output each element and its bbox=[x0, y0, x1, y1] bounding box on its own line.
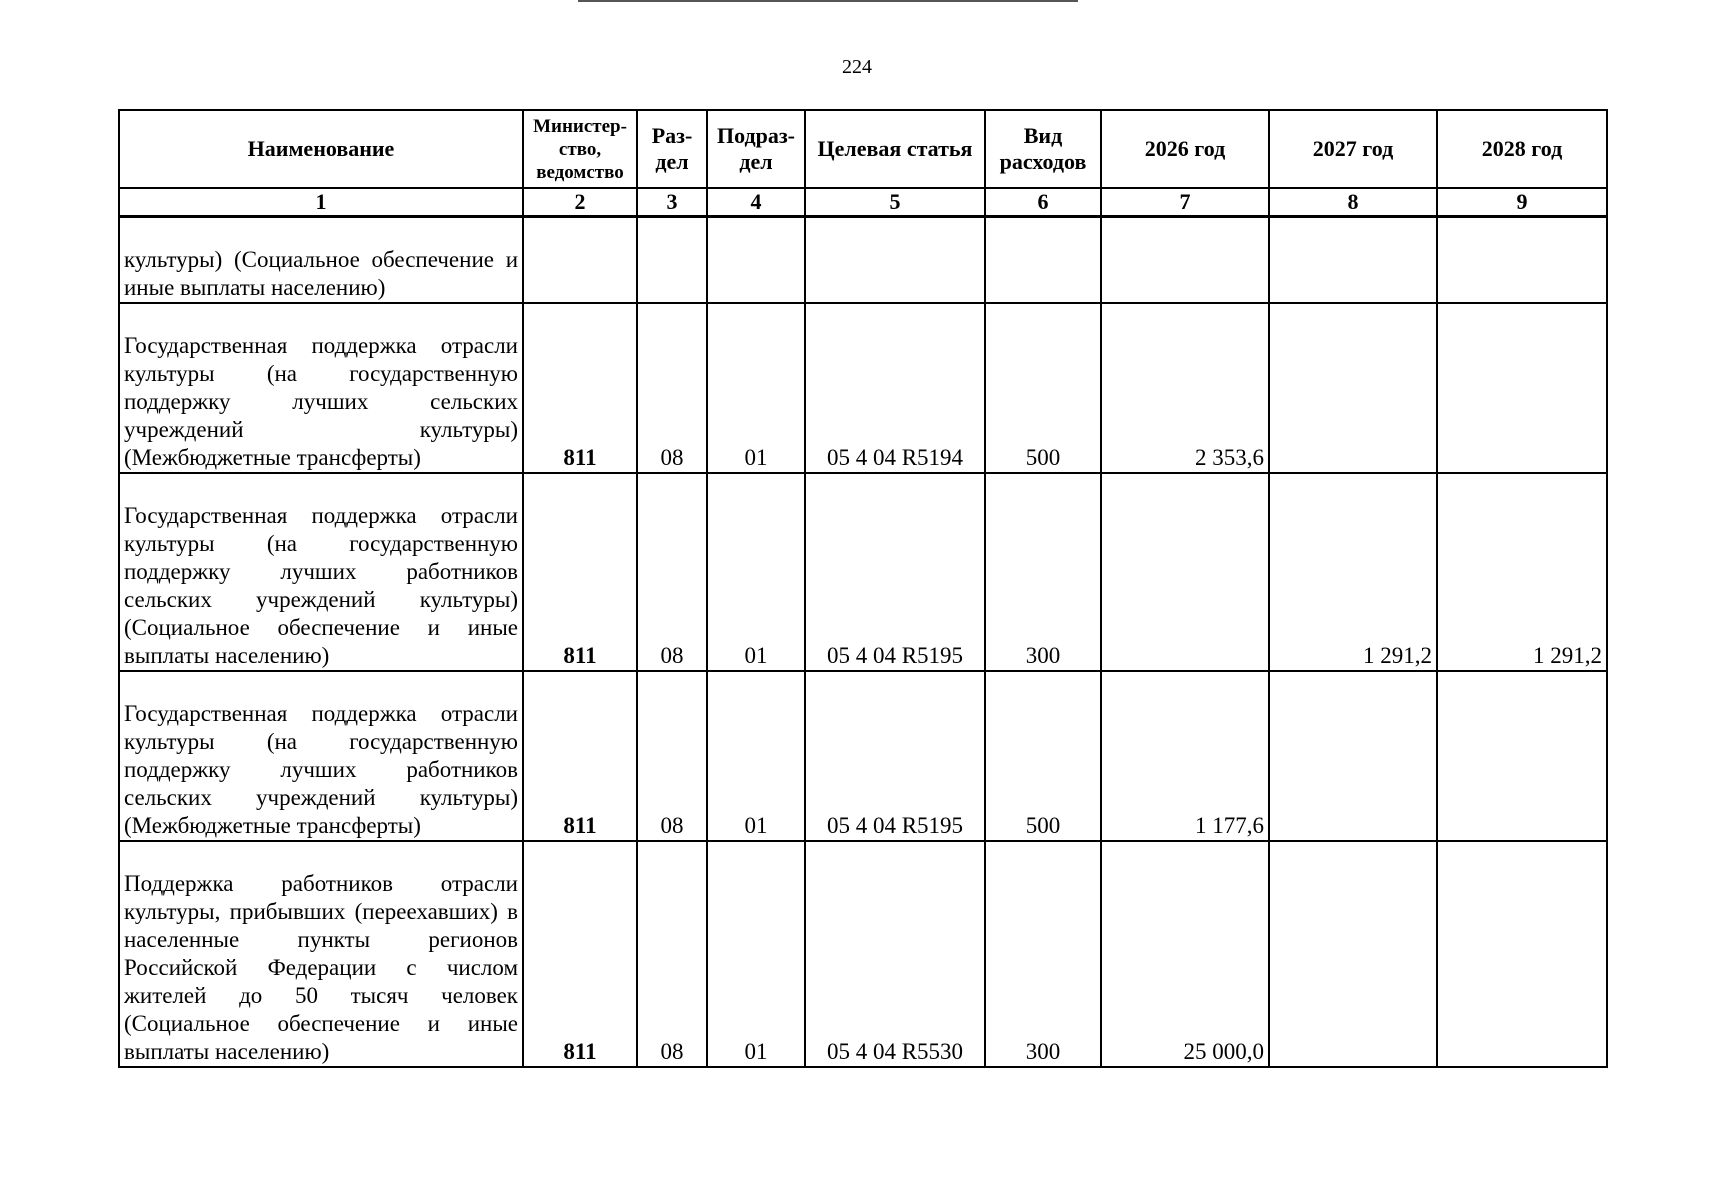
row-ministry: 811 bbox=[523, 303, 637, 473]
row-target: 05 4 04 R5530 bbox=[805, 841, 985, 1067]
row-target: 05 4 04 R5194 bbox=[805, 303, 985, 473]
row-expense-type: 300 bbox=[985, 473, 1101, 671]
col-number: 4 bbox=[707, 188, 805, 217]
col-number: 5 bbox=[805, 188, 985, 217]
row-target: 05 4 04 R5195 bbox=[805, 473, 985, 671]
budget-table bbox=[118, 109, 1608, 1068]
row-2027 bbox=[1269, 841, 1437, 1067]
column-number-row bbox=[119, 188, 1607, 217]
row-2027 bbox=[1269, 671, 1437, 841]
row-name: Государственная поддержка отрасли культуры (на государственную поддержку лучших сельских учреждений культуры) (Межбюджетные трансферты) bbox=[119, 303, 523, 473]
row-expense-type: 300 bbox=[985, 841, 1101, 1067]
row-subsection bbox=[707, 217, 805, 303]
row-expense-type bbox=[985, 217, 1101, 303]
row-2026: 25 000,0 bbox=[1101, 841, 1269, 1067]
row-section: 08 bbox=[637, 303, 707, 473]
row-subsection: 01 bbox=[707, 303, 805, 473]
col-number: 2 bbox=[523, 188, 637, 217]
col-number: 6 bbox=[985, 188, 1101, 217]
row-name: культуры) (Социальное обеспечение и иные выплаты населению) bbox=[119, 217, 523, 303]
table-row bbox=[119, 841, 1607, 1067]
row-subsection: 01 bbox=[707, 841, 805, 1067]
top-rule bbox=[578, 0, 1078, 2]
col-header-subsection: Подраз-дел bbox=[707, 110, 805, 188]
col-number: 1 bbox=[119, 188, 523, 217]
row-name: Государственная поддержка отрасли культуры (на государственную поддержку лучших работников сельских учреждений культуры) (Межбюджетные трансферты) bbox=[119, 671, 523, 841]
row-subsection: 01 bbox=[707, 473, 805, 671]
row-target: 05 4 04 R5195 bbox=[805, 671, 985, 841]
table-row bbox=[119, 303, 1607, 473]
col-header-ministry: Министер-ство, ведомство bbox=[523, 110, 637, 188]
row-ministry: 811 bbox=[523, 841, 637, 1067]
row-2026 bbox=[1101, 217, 1269, 303]
row-2026 bbox=[1101, 473, 1269, 671]
row-2027: 1 291,2 bbox=[1269, 473, 1437, 671]
row-2027 bbox=[1269, 217, 1437, 303]
col-header-section: Раз-дел bbox=[637, 110, 707, 188]
table-row bbox=[119, 217, 1607, 303]
col-header-2026: 2026 год bbox=[1101, 110, 1269, 188]
col-header-2027: 2027 год bbox=[1269, 110, 1437, 188]
col-number: 3 bbox=[637, 188, 707, 217]
table-row bbox=[119, 473, 1607, 671]
row-ministry bbox=[523, 217, 637, 303]
row-section bbox=[637, 217, 707, 303]
row-name: Поддержка работников отрасли культуры, прибывших (переехавших) в населенные пункты регионов Российской Федерации с числом жителей до 50 тысяч человек (Социальное обеспечение и иные выплаты населению) bbox=[119, 841, 523, 1067]
table-row bbox=[119, 671, 1607, 841]
header-row bbox=[119, 110, 1607, 188]
row-2028 bbox=[1437, 671, 1607, 841]
row-subsection: 01 bbox=[707, 671, 805, 841]
row-section: 08 bbox=[637, 671, 707, 841]
row-section: 08 bbox=[637, 473, 707, 671]
row-2028 bbox=[1437, 841, 1607, 1067]
row-ministry: 811 bbox=[523, 671, 637, 841]
row-2028: 1 291,2 bbox=[1437, 473, 1607, 671]
row-2027 bbox=[1269, 303, 1437, 473]
row-name: Государственная поддержка отрасли культуры (на государственную поддержку лучших работников сельских учреждений культуры) (Социальное обеспечение и иные выплаты населению) bbox=[119, 473, 523, 671]
row-2028 bbox=[1437, 217, 1607, 303]
row-section: 08 bbox=[637, 841, 707, 1067]
col-header-target: Целевая статья bbox=[805, 110, 985, 188]
row-2026: 2 353,6 bbox=[1101, 303, 1269, 473]
col-header-2028: 2028 год bbox=[1437, 110, 1607, 188]
row-2028 bbox=[1437, 303, 1607, 473]
row-2026: 1 177,6 bbox=[1101, 671, 1269, 841]
row-expense-type: 500 bbox=[985, 671, 1101, 841]
row-ministry: 811 bbox=[523, 473, 637, 671]
col-header-name: Наименование bbox=[119, 110, 523, 188]
col-header-expense-type: Вид расходов bbox=[985, 110, 1101, 188]
col-number: 8 bbox=[1269, 188, 1437, 217]
col-number: 9 bbox=[1437, 188, 1607, 217]
row-expense-type: 500 bbox=[985, 303, 1101, 473]
col-number: 7 bbox=[1101, 188, 1269, 217]
row-target bbox=[805, 217, 985, 303]
page-number: 224 bbox=[842, 56, 872, 78]
